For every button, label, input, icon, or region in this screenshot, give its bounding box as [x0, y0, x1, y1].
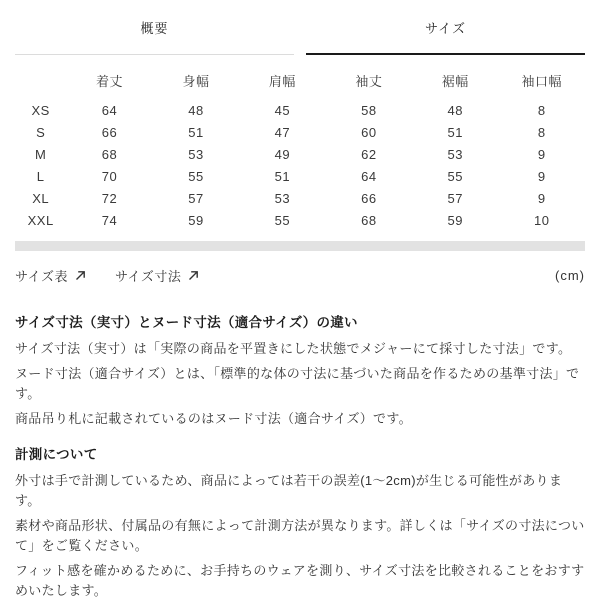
value-cell: 68	[101, 146, 118, 162]
section-paragraph: 外寸は手で計測しているため、商品によっては若干の誤差(1～2cm)が生じる可能性があります。	[15, 473, 563, 508]
section-paragraph: 商品吊り札に記載されているのはヌード寸法（適合サイズ）です。	[15, 411, 412, 426]
size-label: XL	[32, 190, 50, 206]
size-label: L	[36, 168, 45, 184]
size-chart-link-label: サイズ表	[15, 269, 68, 284]
value-cell: 60	[361, 124, 377, 140]
column-header-body-width: 身幅	[182, 73, 210, 89]
value-cell: 59	[188, 212, 204, 228]
table-row-l	[15, 165, 585, 187]
size-dimensions-link[interactable]	[115, 266, 200, 285]
value-cell: 53	[274, 190, 291, 206]
value-cell: 53	[447, 146, 463, 162]
value-cell: 48	[188, 102, 204, 118]
value-cell: 55	[274, 212, 291, 228]
value-cell: 51	[274, 168, 291, 184]
size-dimensions-link-label: サイズ寸法	[114, 269, 182, 284]
value-cell: 66	[101, 124, 118, 140]
table-row-m	[15, 143, 585, 165]
value-cell: 62	[361, 146, 377, 162]
table-header-row	[15, 67, 585, 99]
table-footer-row	[15, 266, 585, 285]
value-cell: 55	[447, 168, 463, 184]
table-row-xxl	[15, 209, 585, 231]
section-paragraph: ヌード寸法（適合サイズ）とは、「標準的な体の寸法に基づいた商品を作るための基準寸法」です。	[15, 366, 580, 401]
section-size-dimensions-explanation	[15, 311, 585, 429]
size-label: M	[34, 146, 47, 162]
horizontal-scrollbar[interactable]	[15, 241, 585, 251]
value-cell: 53	[188, 146, 204, 162]
table-row-xl	[15, 187, 585, 209]
value-cell: 10	[534, 212, 550, 228]
unit-label: (cm)	[555, 268, 585, 283]
column-header-cuff-width: 袖口幅	[521, 73, 562, 89]
value-cell: 8	[537, 124, 546, 140]
value-cell: 9	[537, 168, 546, 184]
value-cell: 8	[537, 102, 546, 118]
value-cell: 64	[101, 102, 118, 118]
value-cell: 45	[274, 102, 291, 118]
value-cell: 74	[101, 212, 118, 228]
value-cell: 51	[188, 124, 204, 140]
tab-overview[interactable]: 概要	[15, 18, 294, 55]
value-cell: 51	[447, 124, 463, 140]
section-measurement-notes	[15, 443, 585, 601]
value-cell: 72	[101, 190, 118, 206]
size-chart-link[interactable]	[15, 266, 87, 285]
value-cell: 64	[361, 168, 377, 184]
value-cell: 70	[101, 168, 118, 184]
column-header-body-length: 着丈	[96, 73, 124, 89]
value-cell: 47	[274, 124, 291, 140]
value-cell: 55	[188, 168, 204, 184]
section-heading: サイズ寸法（実寸）とヌード寸法（適合サイズ）の違い	[15, 315, 358, 330]
section-paragraph: 素材や商品形状、付属品の有無によって計測方法が異なります。詳しくは「サイズの寸法について」をご覧ください。	[15, 518, 585, 553]
value-cell: 9	[537, 190, 546, 206]
value-cell: 48	[447, 102, 463, 118]
size-table	[15, 67, 585, 231]
section-heading: 計測について	[15, 447, 98, 462]
section-paragraph: サイズ寸法（実寸）は「実際の商品を平置きにした状態でメジャーにて採寸した寸法」です。	[15, 341, 572, 356]
corner-cell	[15, 67, 66, 99]
external-link-arrow-icon	[74, 269, 87, 282]
column-header-hem-width: 裾幅	[441, 73, 469, 89]
column-header-shoulder-width: 肩幅	[268, 73, 296, 89]
value-cell: 57	[447, 190, 463, 206]
value-cell: 58	[361, 102, 377, 118]
value-cell: 57	[188, 190, 204, 206]
value-cell: 59	[447, 212, 463, 228]
table-row-xs	[15, 99, 585, 121]
value-cell: 66	[361, 190, 377, 206]
value-cell: 9	[537, 146, 546, 162]
value-cell: 68	[361, 212, 377, 228]
table-row-s	[15, 121, 585, 143]
size-label: XXL	[27, 212, 54, 228]
size-label: S	[36, 124, 46, 140]
tab-bar	[15, 0, 585, 55]
section-paragraph: フィット感を確かめるために、お手持ちのウェアを測り、サイズ寸法を比較されることをおすすめいたします。	[15, 563, 585, 598]
column-header-sleeve-length: 袖丈	[355, 73, 383, 89]
size-label: XS	[31, 102, 50, 118]
external-link-arrow-icon	[187, 269, 200, 282]
value-cell: 49	[274, 146, 291, 162]
tab-size[interactable]: サイズ	[306, 18, 585, 55]
